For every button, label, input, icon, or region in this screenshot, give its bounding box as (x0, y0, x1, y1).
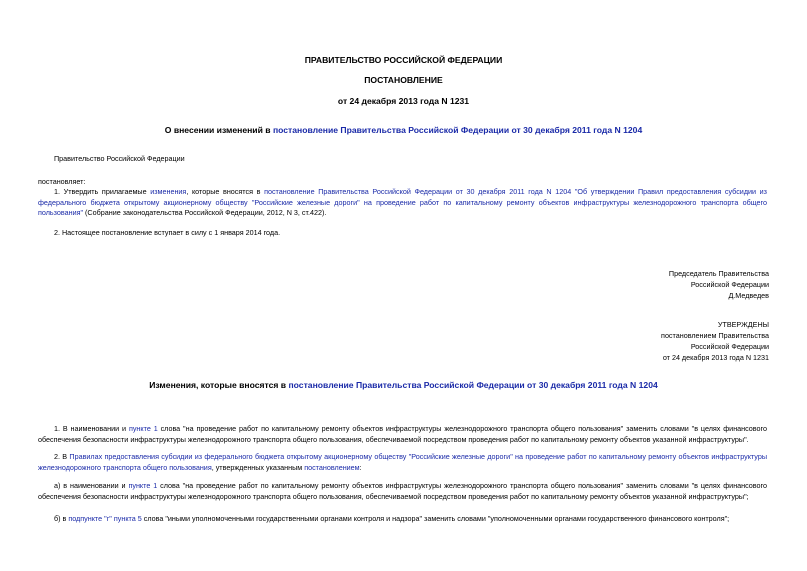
decree-1204-link[interactable]: постановление Правительства Российской Федерации от 30 декабря 2011 года N 1204 "Об утверждении Правил предоставления субсидии из федерального бюджета открытому акционерному обществу "Российские железные дороги" на проведение работ по капитальному ремонту объектов инфраструктуры железнодорожного транспорта общего пользования" (38, 187, 767, 218)
changes-decree-link[interactable]: постановление Правительства Российской Федерации от 30 декабря 2011 года N 1204 (288, 380, 658, 390)
signature-country: Российской Федерации (690, 280, 769, 289)
change-item-2 (38, 452, 767, 473)
approved-label: УТВЕРЖДЕНЫ (717, 320, 769, 329)
changes-link[interactable]: изменения (150, 187, 187, 196)
item1-text-a: 1. В наименовании и (54, 424, 129, 433)
changes-title-prefix: Изменения, которые вносятся в (149, 380, 289, 390)
approved-date: от 24 декабря 2013 года N 1231 (662, 353, 769, 362)
p1-text-c: (Собрание законодательства Российской Федерации, 2012, N 3, ст.422). (83, 208, 327, 218)
document-title-prefix: О внесении изменений в (164, 125, 273, 135)
paragraph-2: 2. Настоящее постановление вступает в силу с 1 января 2014 года. (54, 228, 281, 237)
p1-text-b: , которые вносятся в (186, 187, 265, 196)
decree-word: постановляет: (38, 177, 86, 186)
itemb-subpoint-link[interactable]: подпункте "г" пункта 5 (68, 514, 142, 523)
item1-point-link[interactable]: пункте 1 (128, 424, 158, 433)
approved-country: Российской Федерации (690, 342, 769, 351)
itemb-text-a: б) в (54, 514, 69, 523)
itema-point-link[interactable]: пункте 1 (128, 481, 158, 490)
approved-by: постановлением Правительства (661, 331, 769, 340)
document-date: от 24 декабря 2013 года N 1231 (337, 96, 470, 106)
change-item-b (38, 514, 767, 525)
title-decree-link[interactable]: постановление Правительства Российской Федерации от 30 декабря 2011 года N 1204 (272, 125, 643, 135)
government-heading: ПРАВИТЕЛЬСТВО РОССИЙСКОЙ ФЕДЕРАЦИИ (304, 55, 503, 65)
rules-link[interactable]: Правилах предоставления субсидии из федерального бюджета открытому акционерному обществу "Российские железные дороги" на проведение работ по капитальному ремонту объектов инфраструктуры железнодорожного транспорта общего пользования (38, 452, 767, 472)
itemb-text-b: слова "иными уполномоченными государственными органами контроля и надзора" заменить словами "уполномоченными органами государственного финансового контроля"; (141, 514, 730, 523)
intro-text: Правительство Российской Федерации (54, 154, 185, 163)
signature-name: Д.Медведев (728, 291, 769, 300)
item1-text-b: слова "на проведение работ по капитальному ремонту объектов инфраструктуры железнодорожного транспорта общего пользования" заменить словами "в целях финансового обеспечения безопасности инфраструктуры железнодорожного транспорта общего пользования, обеспечиваемой посредством проведения работ по капитальному ремонту объектов указанной инфраструктуры". (38, 424, 767, 444)
change-item-1 (38, 424, 767, 445)
item2-text-b: , утвержденных указанным (211, 462, 305, 472)
document-title (0, 125, 807, 135)
paragraph-1 (38, 187, 767, 219)
p1-text-a: 1. Утвердить прилагаемые (54, 187, 151, 196)
item2-text-a: 2. В (54, 452, 70, 461)
itema-text-b: слова "на проведение работ по капитальному ремонту объектов инфраструктуры железнодорожного транспорта общего пользования" заменить словами "в целях финансового обеспечения безопасности инфраструктуры железнодорожного транспорта общего пользования, обеспечиваемой посредством проведения работ по капитальному ремонту объектов указанной инфраструктуры"; (38, 481, 767, 501)
change-item-a (38, 481, 767, 502)
signature-title: Председатель Правительства (668, 269, 769, 278)
document-type: ПОСТАНОВЛЕНИЕ (364, 75, 443, 85)
item2-decree-link[interactable]: постановлением (304, 462, 360, 472)
item2-text-c: : (359, 462, 362, 472)
itema-text-a: а) в наименовании и (54, 481, 129, 490)
changes-title (0, 380, 807, 390)
